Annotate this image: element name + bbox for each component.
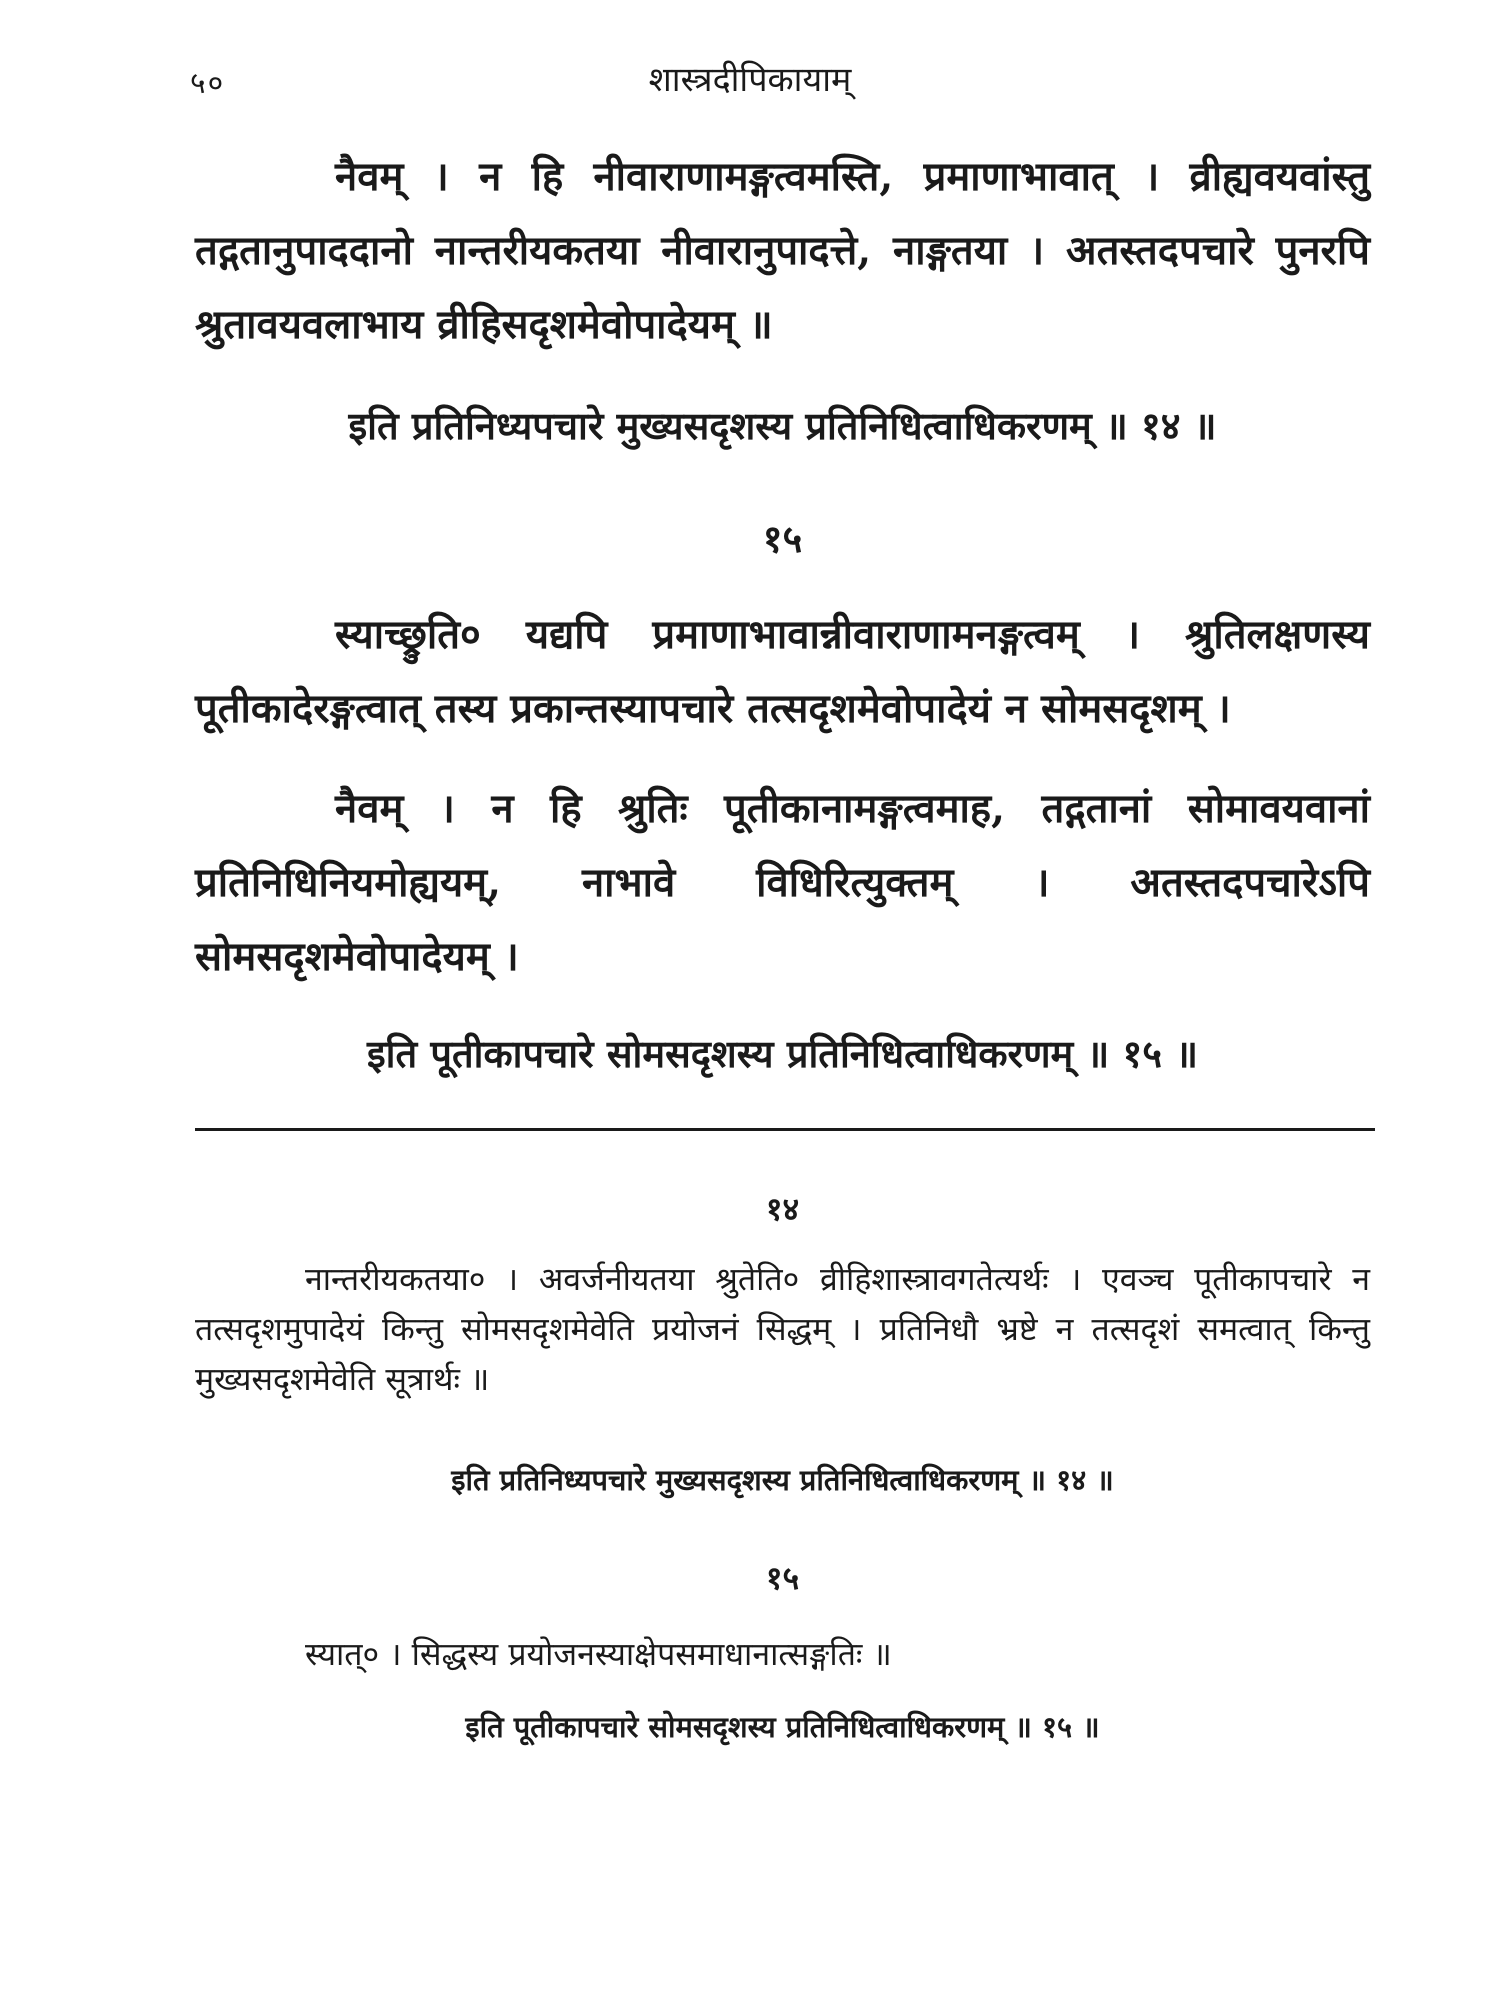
section-number-15: १५ xyxy=(762,516,803,561)
footnote-14: नान्तरीयकतया० । अवर्जनीयतया श्रुतेति० व्रीहिशास्त्रावगतेत्यर्थः । एवञ्च पूतीकापचारे न तत्सदृशमुपादेयं किन्तु सोमसदृशमेवेति प्रयोजनं सिद्धम् । प्रतिनिधौ भ्रष्टे न तत्सदृशं समत्वात् किन्तु मुख्यसदृशमेवेति सूत्रार्थः ॥ xyxy=(195,1260,1370,1398)
paragraph-2: स्याच्छ्रुति० यद्यपि प्रमाणाभावान्नीवाराणामनङ्गत्वम् । श्रुतिलक्षणस्य पूतीकादेरङ्गत्वात् तस्य प्रकान्तस्यापचारे तत्सदृशमेवोपादेयं न सोमसदृशम् । xyxy=(195,611,1370,732)
footnote-number-14: १४ xyxy=(765,1190,800,1228)
page-header xyxy=(0,55,1500,115)
footnote-colophon-15: इति पूतीकापचारे सोमसदृशस्य प्रतिनिधित्वाधिकरणम् ॥ १५ ॥ xyxy=(465,1710,1100,1744)
colophon-15: इति पूतीकापचारे सोमसदृशस्य प्रतिनिधित्वाधिकरणम् ॥ १५ ॥ xyxy=(366,1031,1199,1076)
footnote-colophon-14: इति प्रतिनिध्यपचारे मुख्यसदृशस्य प्रतिनिधित्वाधिकरणम् ॥ १४ ॥ xyxy=(451,1463,1114,1497)
footnote-15: स्यात्० । सिद्धस्य प्रयोजनस्याक्षेपसमाधानात्सङ्गतिः ॥ xyxy=(305,1635,892,1673)
paragraph-3: नैवम् । न हि श्रुतिः पूतीकानामङ्गत्वमाह, तद्गतानां सोमावयवानां प्रतिनिधिनियमोह्ययम्, नाभावे विधिरित्युक्तम् । अतस्तदपचारेऽपि सोमसदृशमेवोपादेयम् । xyxy=(195,785,1370,980)
main-text xyxy=(195,140,1370,1749)
paragraph-1: नैवम् । न हि नीवाराणामङ्गत्वमस्ति, प्रमाणाभावात् । व्रीह्यवयवांस्तु तद्गतानुपाददानो नान्तरीयकतया नीवारानुपादत्ते, नाङ्गतया । अतस्तदपचारे पुनरपि श्रुतावयवलाभाय व्रीहिसदृशमेवोपादेयम् ॥ xyxy=(195,153,1370,348)
footnote-number-15: १५ xyxy=(765,1559,800,1597)
running-head: शास्त्रदीपिकायाम् xyxy=(648,60,852,100)
colophon-14: इति प्रतिनिध्यपचारे मुख्यसदृशस्य प्रतिनिधित्वाधिकरणम् ॥ १४ ॥ xyxy=(348,403,1217,448)
page-number: ५० xyxy=(190,66,226,101)
